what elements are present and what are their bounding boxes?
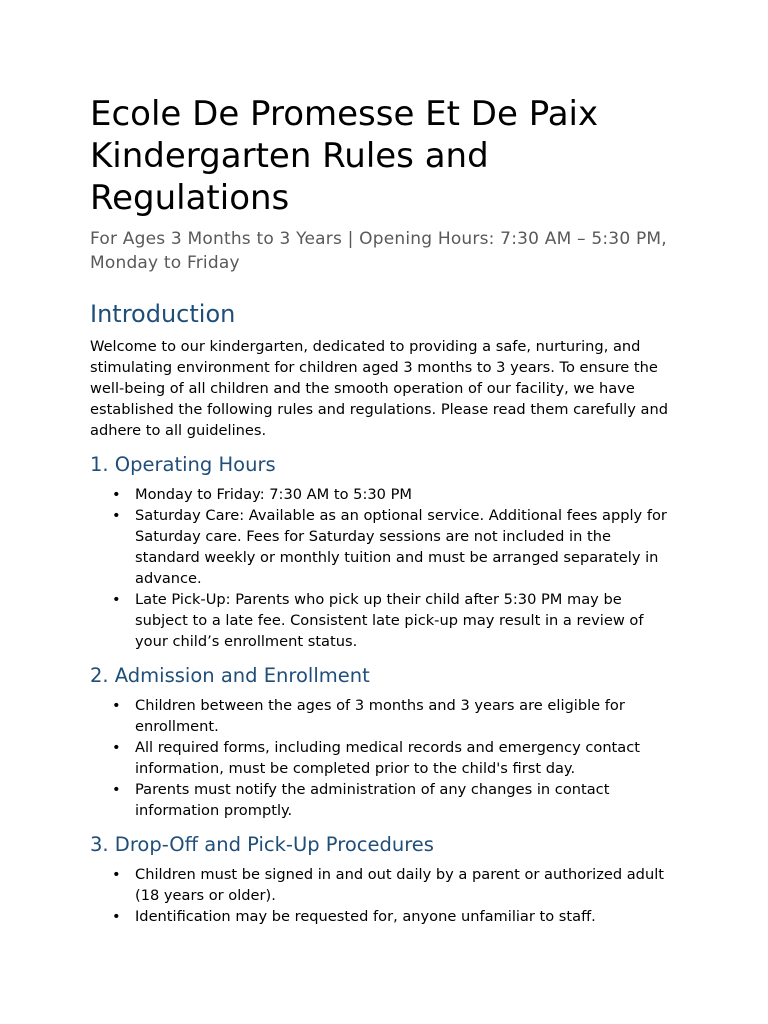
list-item-text: Children must be signed in and out daily by a parent or authorized adult (18 years or older). (135, 866, 664, 904)
introduction-heading: Introduction (90, 300, 236, 328)
introduction-text: Welcome to our kindergarten, dedicated to providing a safe, nurturing, and stimulating environment for children aged 3 months to 3 years. To ensure the well-being of all children and the smooth operation of our facility, we have established the following rules and regulations. Please read them carefully and adhere to all guidelines. (90, 338, 668, 439)
list-item (90, 505, 678, 589)
bullet-icon: • (112, 697, 121, 714)
document-title: Ecole De Promesse Et De Paix Kindergarten Rules and Regulations (90, 94, 599, 218)
section-heading-admission: 2. Admission and Enrollment (90, 664, 370, 687)
bullet-icon: • (112, 781, 121, 798)
drop-off-list (90, 864, 678, 927)
list-item-text: Saturday Care: Available as an optional service. Additional fees apply for Saturday care. Fees for Saturday sessions are not included in the standard weekly or monthly tuition and must be arranged separately in advance. (135, 507, 667, 587)
list-item-text: Late Pick-Up: Parents who pick up their child after 5:30 PM may be subject to a late fee. Consistent late pick-up may result in a review of your child’s enrollment status. (135, 591, 644, 650)
list-item-text: All required forms, including medical records and emergency contact information, must be completed prior to the child's first day. (135, 739, 640, 777)
document-subtitle: For Ages 3 Months to 3 Years | Opening Hours: 7:30 AM – 5:30 PM, Monday to Friday (90, 229, 667, 273)
list-item (90, 695, 678, 737)
bullet-icon: • (112, 486, 121, 503)
list-item (90, 864, 678, 906)
list-item-text: Monday to Friday: 7:30 AM to 5:30 PM (135, 486, 412, 503)
bullet-icon: • (112, 739, 121, 756)
admission-list (90, 695, 678, 821)
bullet-icon: • (112, 591, 121, 608)
list-item (90, 589, 678, 652)
list-item-text: Identification may be requested for, anyone unfamiliar to staff. (135, 908, 596, 925)
section-heading-operating-hours: 1. Operating Hours (90, 453, 276, 476)
list-item (90, 779, 678, 821)
list-item-text: Parents must notify the administration of any changes in contact information promptly. (135, 781, 610, 819)
bullet-icon: • (112, 507, 121, 524)
operating-hours-list (90, 484, 678, 652)
bullet-icon: • (112, 866, 121, 883)
section-heading-drop-off-pick-up: 3. Drop-Off and Pick-Up Procedures (90, 833, 434, 856)
list-item (90, 737, 678, 779)
bullet-icon: • (112, 908, 121, 925)
list-item (90, 906, 678, 927)
list-item-text: Children between the ages of 3 months and 3 years are eligible for enrollment. (135, 697, 625, 735)
list-item (90, 484, 678, 505)
